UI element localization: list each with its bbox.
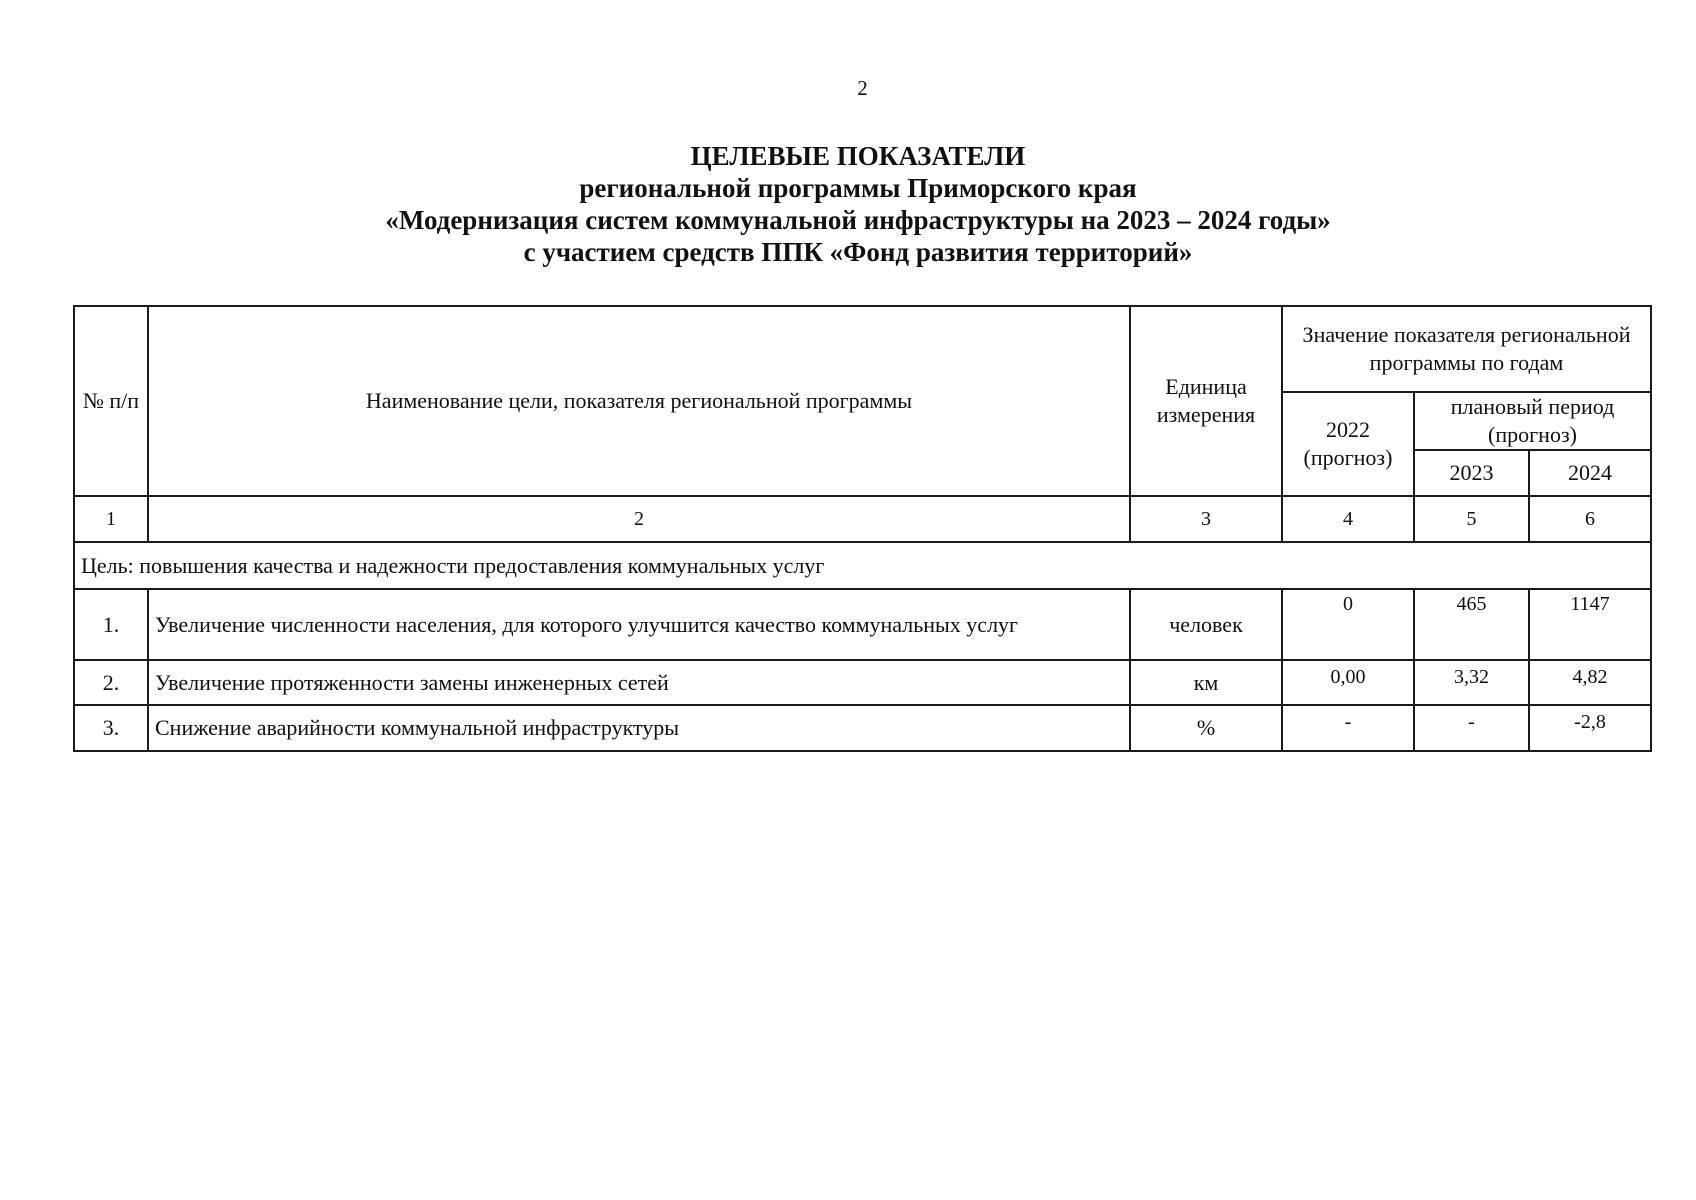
row-name: Увеличение численности населения, для которого улучшится качество коммунальных услуг [148, 589, 1130, 660]
row-value-2022: 0,00 [1282, 660, 1414, 705]
row-value-2023: - [1414, 705, 1529, 751]
header-name: Наименование цели, показателя региональной программы [148, 306, 1130, 496]
column-number: 1 [74, 496, 148, 542]
page-number: 2 [857, 76, 868, 100]
row-unit: % [1130, 705, 1282, 751]
column-number: 5 [1414, 496, 1529, 542]
row-value-2022: - [1282, 705, 1414, 751]
title-line-4: с участием средств ППК «Фонд развития территорий» [523, 237, 1193, 267]
indicators-table [73, 305, 1652, 752]
row-unit: человек [1130, 589, 1282, 660]
header-year-2023: 2023 [1414, 450, 1529, 496]
row-unit: км [1130, 660, 1282, 705]
row-num: 2. [74, 660, 148, 705]
row-num: 1. [74, 589, 148, 660]
table-row [74, 705, 1651, 751]
header-planned-period: плановый период (прогноз) [1414, 392, 1651, 450]
header-year-2022: 2022 (прогноз) [1282, 392, 1414, 496]
row-name: Снижение аварийности коммунальной инфраструктуры [148, 705, 1130, 751]
row-value-2023: 465 [1414, 589, 1529, 660]
column-number: 6 [1529, 496, 1651, 542]
header-unit: Единица измерения [1130, 306, 1282, 496]
row-value-2023: 3,32 [1414, 660, 1529, 705]
column-number: 3 [1130, 496, 1282, 542]
document-title [0, 140, 1696, 268]
row-value-2024: -2,8 [1529, 705, 1651, 751]
row-num: 3. [74, 705, 148, 751]
header-num: № п/п [74, 306, 148, 496]
column-number: 2 [148, 496, 1130, 542]
title-line-3: «Модернизация систем коммунальной инфраструктуры на 2023 – 2024 годы» [385, 205, 1331, 235]
title-line-1: ЦЕЛЕВЫЕ ПОКАЗАТЕЛИ [690, 141, 1026, 171]
header-year-2024: 2024 [1529, 450, 1651, 496]
column-number: 4 [1282, 496, 1414, 542]
table-row [74, 660, 1651, 705]
column-numbers-row [74, 496, 1651, 542]
table-row [74, 589, 1651, 660]
goal-text: Цель: повышения качества и надежности предоставления коммунальных услуг [74, 542, 1651, 589]
header-value-group: Значение показателя региональной программы по годам [1282, 306, 1651, 392]
row-value-2024: 1147 [1529, 589, 1651, 660]
goal-row [74, 542, 1651, 589]
row-name: Увеличение протяженности замены инженерных сетей [148, 660, 1130, 705]
row-value-2024: 4,82 [1529, 660, 1651, 705]
title-line-2: региональной программы Приморского края [579, 173, 1137, 203]
row-value-2022: 0 [1282, 589, 1414, 660]
